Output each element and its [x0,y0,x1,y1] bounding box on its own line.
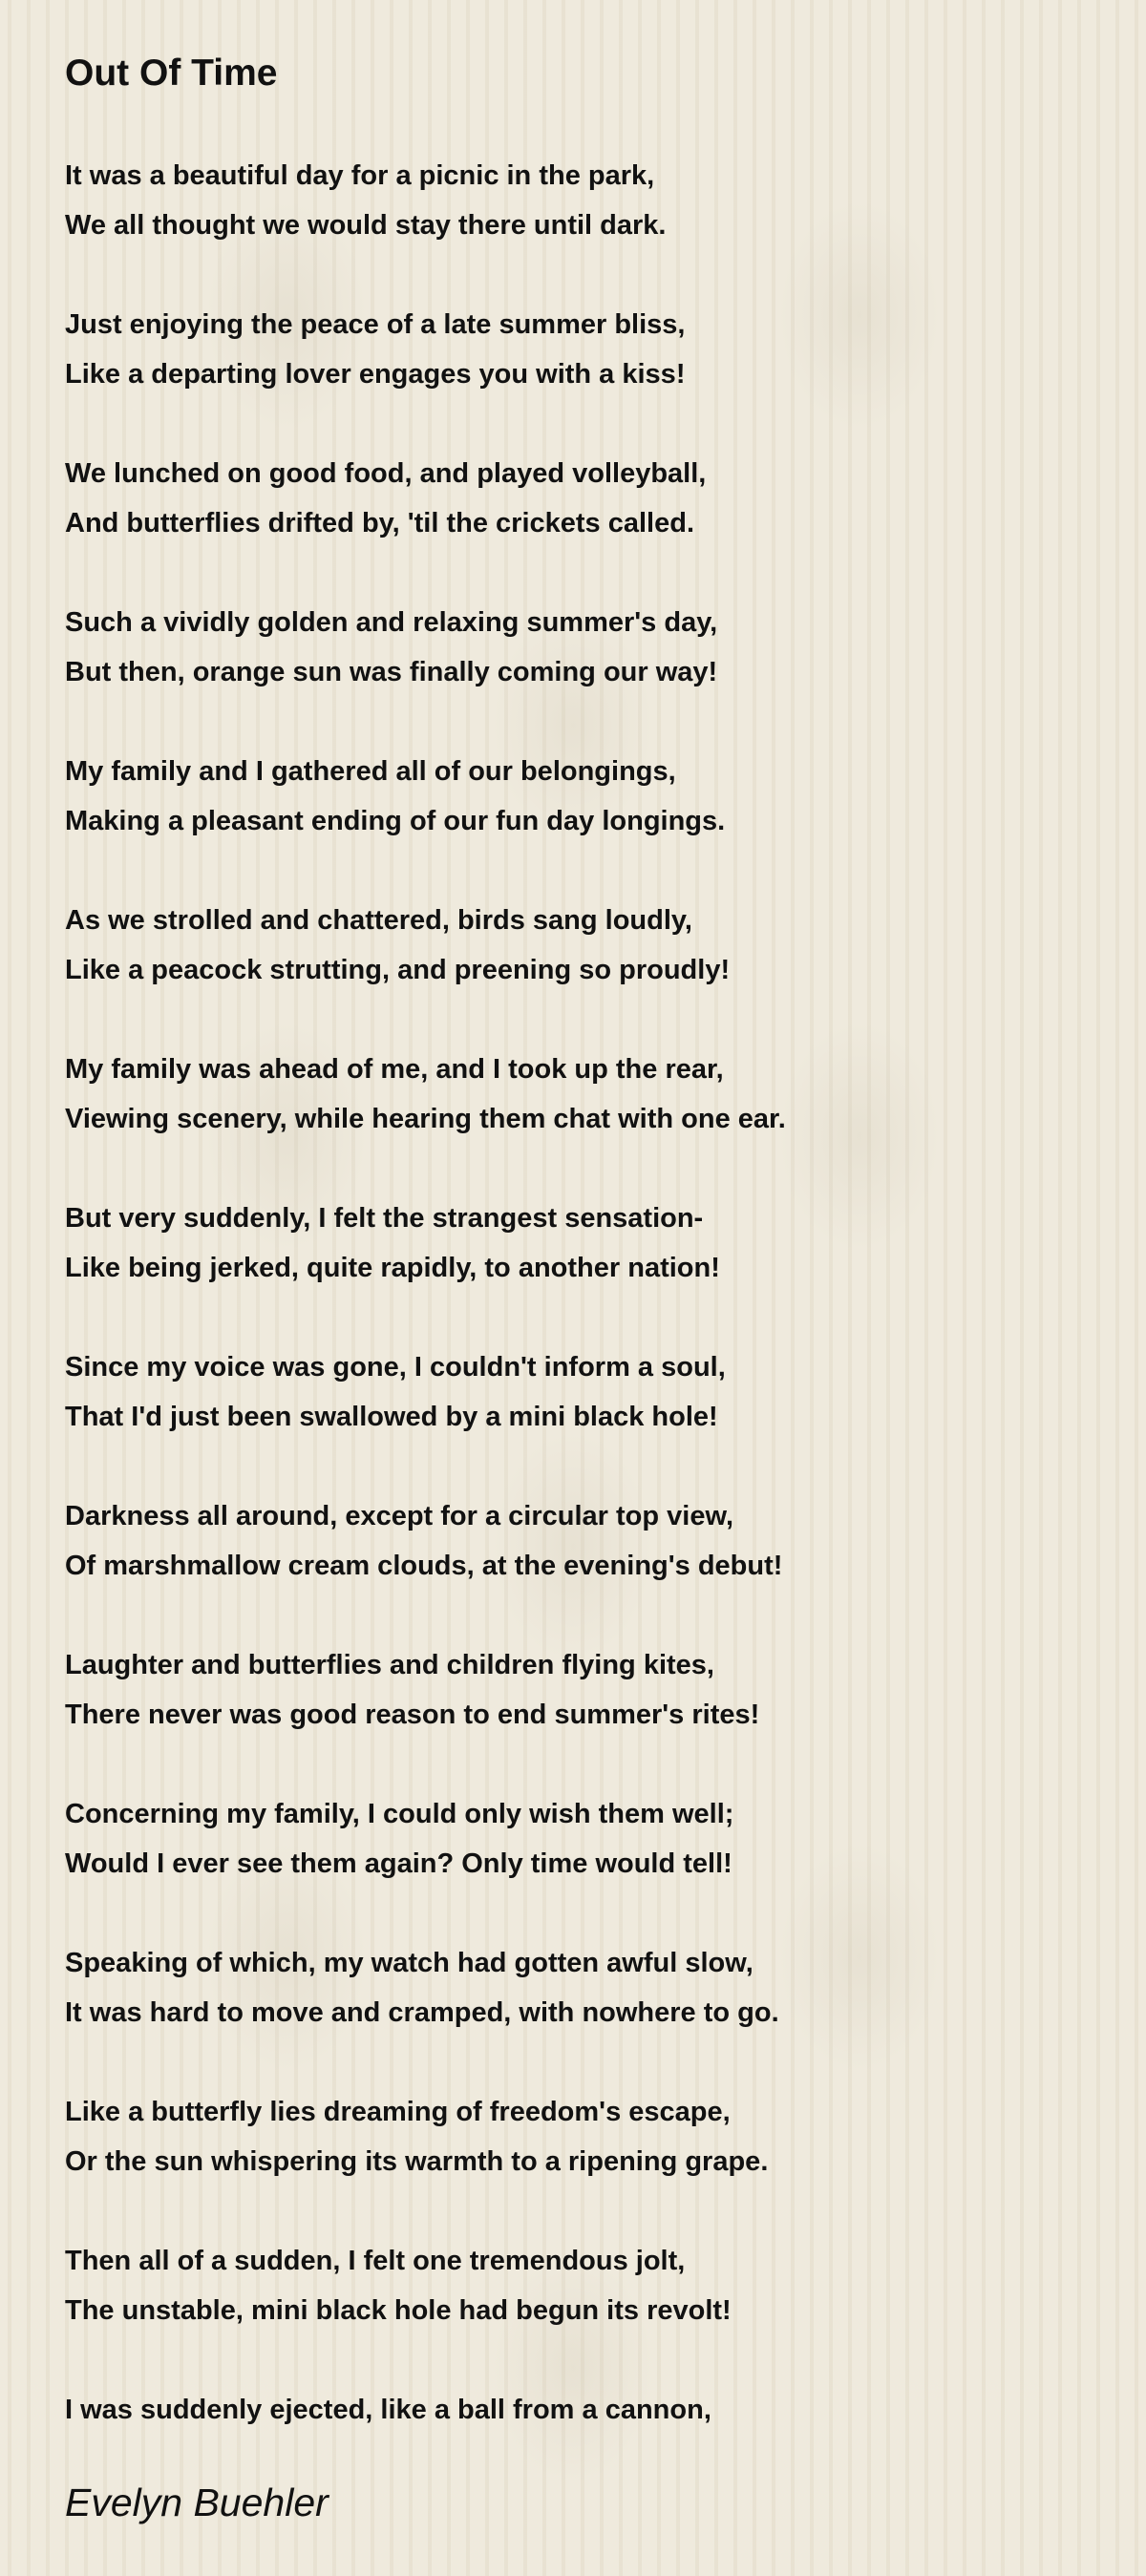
poem-line: There never was good reason to end summer's rites! [65,1700,760,1730]
poem-stanza [65,1342,1096,1442]
poem-line: Concerning my family, I could only wish them well; [65,1799,734,1829]
poem-line: Like a departing lover engages you with a kiss! [65,359,686,390]
poem-line: I was suddenly ejected, like a ball from a cannon, [65,2395,711,2425]
poem-stanza [65,747,1096,846]
poem-title: Out Of Time [65,53,278,94]
poem-line: Darkness all around, except for a circular top view, [65,1501,734,1531]
poem-author: Evelyn Buehler [65,2481,329,2524]
poem-line: That I'd just been swallowed by a mini black hole! [65,1402,718,1432]
poem-stanza [65,2087,1096,2186]
poem-stanza [65,1938,1096,2038]
poem-line: We lunched on good food, and played volleyball, [65,458,707,489]
poem-stanza [65,151,1096,250]
poem-line: Making a pleasant ending of our fun day longings. [65,806,726,836]
poem-card [65,46,1096,2435]
poem-stanza [65,1640,1096,1740]
poem-stanza [65,300,1096,399]
poem-line: And butterflies drifted by, 'til the crickets called. [65,508,694,538]
poem-line: Laughter and butterflies and children flying kites, [65,1650,714,1680]
poem-line: Like being jerked, quite rapidly, to another nation! [65,1253,720,1283]
poem-line: My family and I gathered all of our belongings, [65,756,676,787]
poem-line: It was a beautiful day for a picnic in the park, [65,160,655,191]
poem-line: As we strolled and chattered, birds sang loudly, [65,905,692,936]
poem-line: Since my voice was gone, I couldn't inform a soul, [65,1352,726,1383]
poem-stanza [65,1193,1096,1293]
poem-body [65,151,1096,2435]
poem-stanza [65,896,1096,995]
poem-stanza [65,449,1096,548]
poem-stanza [65,598,1096,697]
poem-stanza [65,1491,1096,1591]
poem-line: Then all of a sudden, I felt one tremendous jolt, [65,2246,686,2276]
poem-line: My family was ahead of me, and I took up the rear, [65,1054,724,1085]
poem-line: Of marshmallow cream clouds, at the evening's debut! [65,1551,783,1581]
poem-line: Like a peacock strutting, and preening so proudly! [65,955,731,985]
poem-line: We all thought we would stay there until dark. [65,210,667,241]
poem-stanza [65,1789,1096,1889]
poem-line: Just enjoying the peace of a late summer bliss, [65,309,686,340]
poem-line: Or the sun whispering its warmth to a ripening grape. [65,2146,769,2177]
poem-line: Speaking of which, my watch had gotten awful slow, [65,1948,753,1978]
poem-stanza [65,2236,1096,2335]
poem-line: It was hard to move and cramped, with nowhere to go. [65,1997,779,2028]
poem-line: Would I ever see them again? Only time would tell! [65,1848,732,1879]
poem-stanza [65,1045,1096,1144]
poem-line: Like a butterfly lies dreaming of freedom's escape, [65,2097,731,2127]
poem-line: But then, orange sun was finally coming our way! [65,657,718,687]
poem-line: Viewing scenery, while hearing them chat with one ear. [65,1104,786,1134]
poem-line: The unstable, mini black hole had begun its revolt! [65,2295,732,2326]
poem-line: But very suddenly, I felt the strangest sensation- [65,1203,704,1234]
poem-stanza [65,2385,1096,2435]
poem-line: Such a vividly golden and relaxing summer's day, [65,607,718,638]
